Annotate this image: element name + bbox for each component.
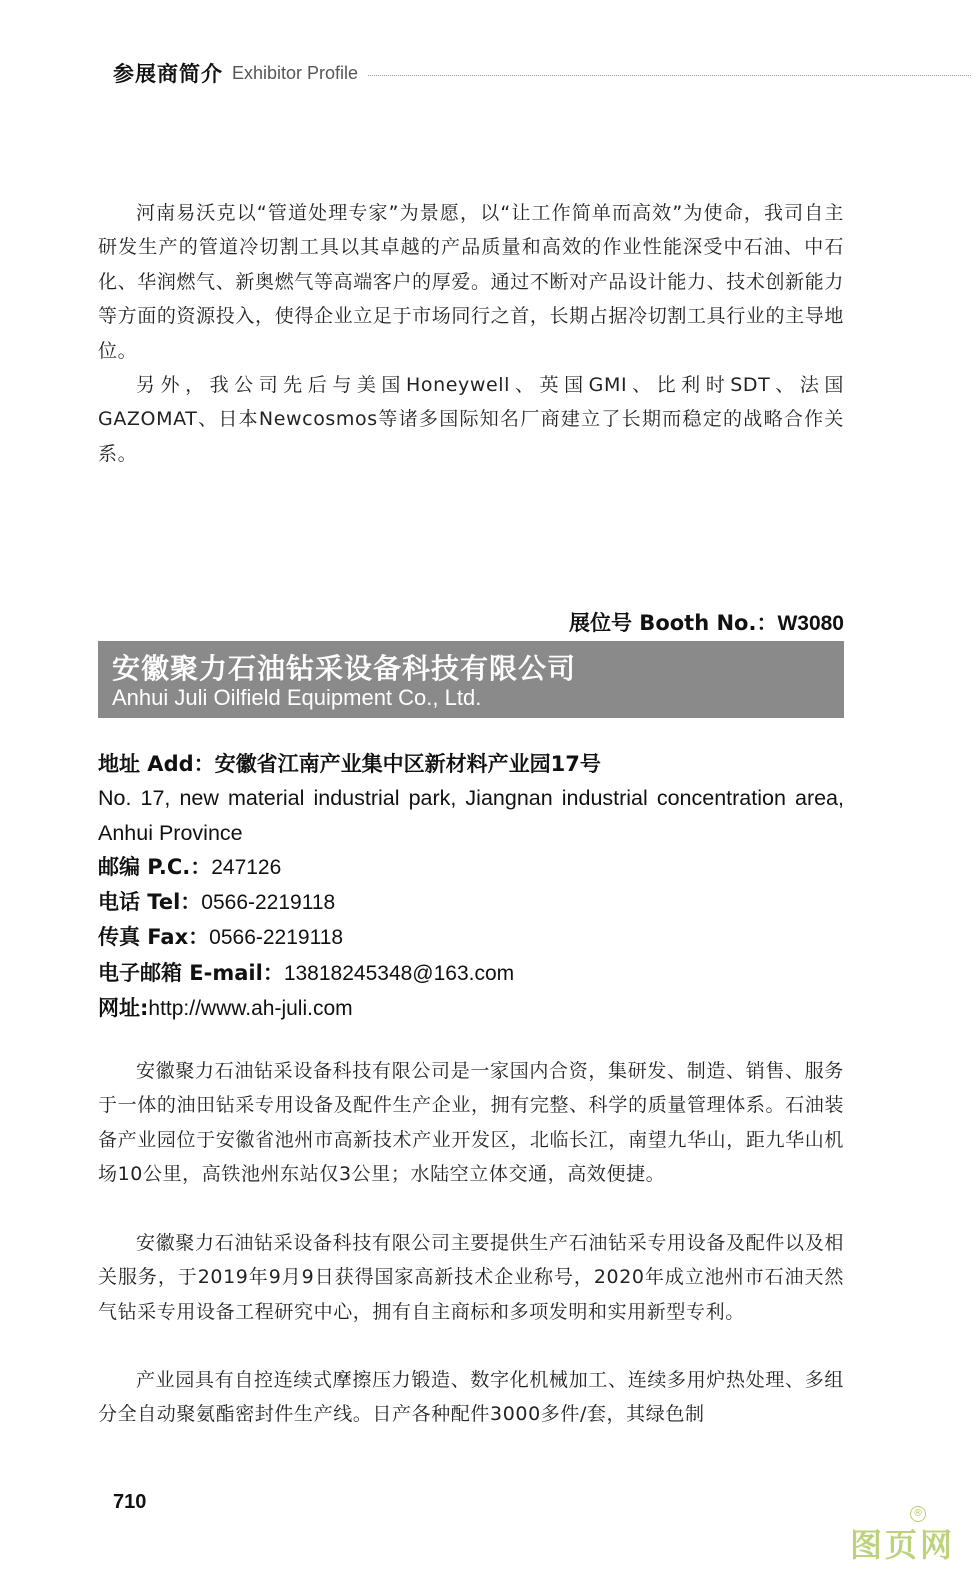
booth-label: 展位号 Booth No.：: [569, 611, 778, 635]
booth-value: W3080: [777, 612, 844, 635]
watermark-logo: [850, 1508, 960, 1564]
postcode-label: 邮编 P.C.：: [98, 854, 212, 879]
intro-paragraph-2: 另外，我公司先后与美国Honeywell、英国GMI、比利时SDT、法国GAZOMAT、日本Newcosmos等诸多国际知名厂商建立了长期而稳定的战略合作关系。: [98, 374, 844, 465]
header-title-cn: 参展商简介: [113, 62, 223, 86]
registered-mark-icon: ®: [910, 1506, 926, 1522]
fax-line: [98, 920, 844, 955]
website-line: [98, 991, 844, 1026]
description-paragraph-2: 安徽聚力石油钻采设备科技有限公司主要提供生产石油钻采专用设备及配件以及相关服务，于2019年9月9日获得国家高新技术企业称号，2020年成立池州市石油天然气钻采专用设备工程研究中心，拥有自主商标和多项发明和实用新型专利。: [98, 1232, 844, 1323]
page-number: 710: [113, 1491, 147, 1513]
intro-paragraph-1: 河南易沃克以“管道处理专家”为景愿，以“让工作简单而高效”为使命，我司自主研发生产的管道冷切割工具以其卓越的产品质量和高效的作业性能深受中石油、中石化、华润燃气、新奥燃气等高端客户的厚爱。通过不断对产品设计能力、技术创新能力等方面的资源投入，使得企业立足于市场同行之首，长期占据冷切割工具行业的主导地位。: [98, 202, 844, 362]
postcode-value: 247126: [211, 855, 282, 879]
company-title-band: [98, 641, 844, 718]
address-en: No. 17, new material industrial park, Jiangnan industrial concentration area, Anhui Province: [98, 786, 844, 845]
tel-label: 电话 Tel：: [98, 890, 202, 915]
company-name-cn: 安徽聚力石油钻采设备科技有限公司: [112, 652, 577, 685]
address-line: [98, 747, 844, 781]
tel-value: 0566-2219118: [201, 891, 336, 915]
fax-value: 0566-2219118: [209, 926, 344, 950]
website-link[interactable]: http://www.ah-juli.com: [148, 997, 353, 1021]
postcode-line: [98, 850, 844, 885]
header-divider: [368, 75, 971, 76]
header-title-en: Exhibitor Profile: [232, 62, 359, 83]
address-label: 地址 Add：: [98, 752, 215, 776]
fax-label: 传真 Fax：: [98, 925, 210, 950]
tel-line: [98, 885, 844, 920]
booth-number: [98, 607, 844, 637]
website-label: 网址:: [98, 996, 149, 1021]
email-value: 13818245348@163.com: [283, 961, 515, 985]
description-paragraph-1: 安徽聚力石油钻采设备科技有限公司是一家国内合资，集研发、制造、销售、服务于一体的油田钻采专用设备及配件生产企业，拥有完整、科学的质量管理体系。石油装备产业园位于安徽省池州市高新技术产业开发区，北临长江，南望九华山，距九华山机场10公里，高铁池州东站仅3公里；水陆空立体交通，高效便捷。: [98, 1060, 844, 1186]
address-cn: 安徽省江南产业集中区新材料产业园17号: [214, 752, 601, 776]
contact-block: [98, 747, 844, 1026]
email-line: [98, 956, 844, 991]
watermark-text: 图页网: [850, 1526, 956, 1564]
page-header: [113, 58, 971, 88]
company-name-en: Anhui Juli Oilfield Equipment Co., Ltd.: [112, 685, 482, 710]
description-paragraph-3: 产业园具有自控连续式摩擦压力锻造、数字化机械加工、连续多用炉热处理、多组分全自动聚氨酯密封件生产线。日产各种配件3000多件/套，其绿色制: [98, 1369, 844, 1426]
email-label: 电子邮箱 E-mail：: [98, 960, 284, 985]
